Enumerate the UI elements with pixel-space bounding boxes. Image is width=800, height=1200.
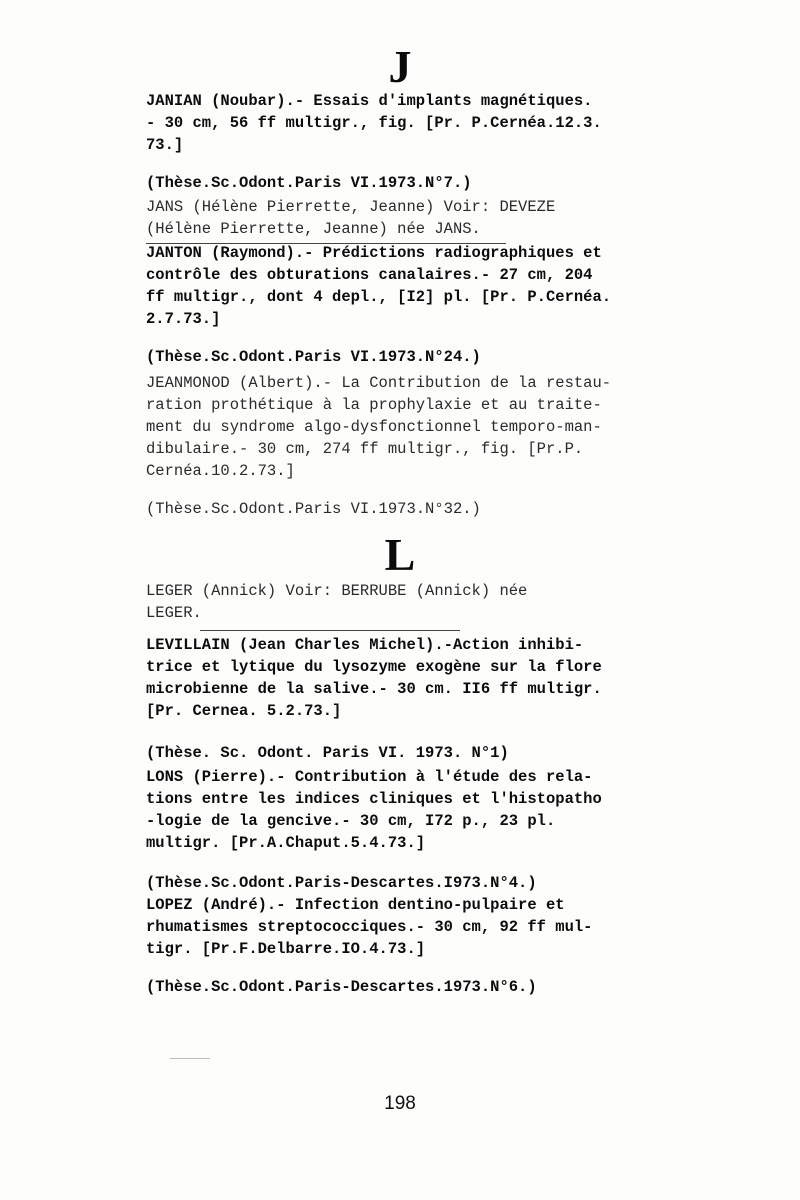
entry-line: tigr. [Pr.F.Delbarre.IO.4.73.] bbox=[146, 940, 426, 958]
entry-lons bbox=[146, 766, 602, 854]
entry-line: rhumatismes streptococciques.- 30 cm, 92 ff mul- bbox=[146, 918, 593, 936]
entry-janton bbox=[146, 242, 611, 330]
thesis-note-levillain bbox=[146, 742, 509, 764]
entry-line: dibulaire.- 30 cm, 274 ff multigr., fig. [Pr.P. bbox=[146, 440, 584, 458]
entry-line: -logie de la gencive.- 30 cm, I72 p., 23 pl. bbox=[146, 812, 556, 830]
entry-line: Cernéa.10.2.73.] bbox=[146, 462, 295, 480]
entry-line: [Pr. Cernea. 5.2.73.] bbox=[146, 702, 342, 720]
thesis-note-janton bbox=[146, 346, 481, 368]
entry-line: ration prothétique à la prophylaxie et au traite- bbox=[146, 396, 602, 414]
section-letter-l: L bbox=[384, 529, 416, 580]
thesis-note: (Thèse.Sc.Odont.Paris-Descartes.1973.N°6.) bbox=[146, 978, 537, 996]
entry-line: 73.] bbox=[146, 136, 184, 154]
thesis-note: (Thèse.Sc.Odont.Paris VI.1973.N°7.) bbox=[146, 174, 472, 192]
entry-leger bbox=[146, 580, 527, 624]
thesis-note: (Thèse. Sc. Odont. Paris VI. 1973. N°1) bbox=[146, 744, 509, 762]
thesis-note: (Thèse.Sc.Odont.Paris VI.1973.N°32.) bbox=[146, 500, 481, 518]
entry-line: ment du syndrome algo-dysfonctionnel temporo-man- bbox=[146, 418, 602, 436]
entry-line: ff multigr., dont 4 depl., [I2] pl. [Pr. P.Cernéa. bbox=[146, 288, 612, 306]
entry-janian bbox=[146, 90, 602, 156]
thesis-note-jeanmonod bbox=[146, 498, 481, 520]
separator-rule bbox=[200, 630, 460, 631]
page-number: 198 bbox=[384, 1093, 416, 1114]
entry-jeanmonod bbox=[146, 372, 611, 482]
thesis-note-lons bbox=[146, 872, 537, 894]
entry-line: LONS (Pierre).- Contribution à l'étude des rela- bbox=[146, 768, 593, 786]
entry-line: LEGER. bbox=[146, 604, 202, 622]
entry-line: multigr. [Pr.A.Chaput.5.4.73.] bbox=[146, 834, 426, 852]
entry-line: JANS (Hélène Pierrette, Jeanne) Voir: DEVEZE bbox=[146, 198, 556, 216]
entry-line: LEVILLAIN (Jean Charles Michel).-Action inhibi- bbox=[146, 636, 584, 654]
thesis-note-janian bbox=[146, 172, 472, 194]
entry-jans bbox=[146, 196, 555, 240]
entry-line: - 30 cm, 56 ff multigr., fig. [Pr. P.Cernéa.12.3. bbox=[146, 114, 602, 132]
entry-levillain bbox=[146, 634, 602, 722]
entry-line: microbienne de la salive.- 30 cm. II6 ff multigr. bbox=[146, 680, 602, 698]
entry-line: JANIAN (Noubar).- Essais d'implants magnétiques. bbox=[146, 92, 593, 110]
entry-line: tions entre les indices cliniques et l'histopatho bbox=[146, 790, 602, 808]
entry-line: trice et lytique du lysozyme exogène sur la flore bbox=[146, 658, 602, 676]
thesis-note: (Thèse.Sc.Odont.Paris VI.1973.N°24.) bbox=[146, 348, 481, 366]
entry-line: LOPEZ (André).- Infection dentino-pulpaire et bbox=[146, 896, 565, 914]
entry-line: 2.7.73.] bbox=[146, 310, 221, 328]
thesis-note: (Thèse.Sc.Odont.Paris-Descartes.I973.N°4.) bbox=[146, 874, 537, 892]
entry-line: JEANMONOD (Albert).- La Contribution de la restau- bbox=[146, 374, 612, 392]
entry-line: (Hélène Pierrette, Jeanne) née JANS. bbox=[146, 220, 481, 238]
thesis-note-lopez bbox=[146, 976, 537, 998]
separator-rule bbox=[146, 243, 506, 244]
separator-rule bbox=[170, 1058, 210, 1059]
entry-line: contrôle des obturations canalaires.- 27 cm, 204 bbox=[146, 266, 593, 284]
entry-lopez bbox=[146, 894, 592, 960]
entry-line: JANTON (Raymond).- Prédictions radiographiques et bbox=[146, 244, 602, 262]
section-letter-j: J bbox=[388, 41, 412, 92]
entry-line: LEGER (Annick) Voir: BERRUBE (Annick) née bbox=[146, 582, 528, 600]
